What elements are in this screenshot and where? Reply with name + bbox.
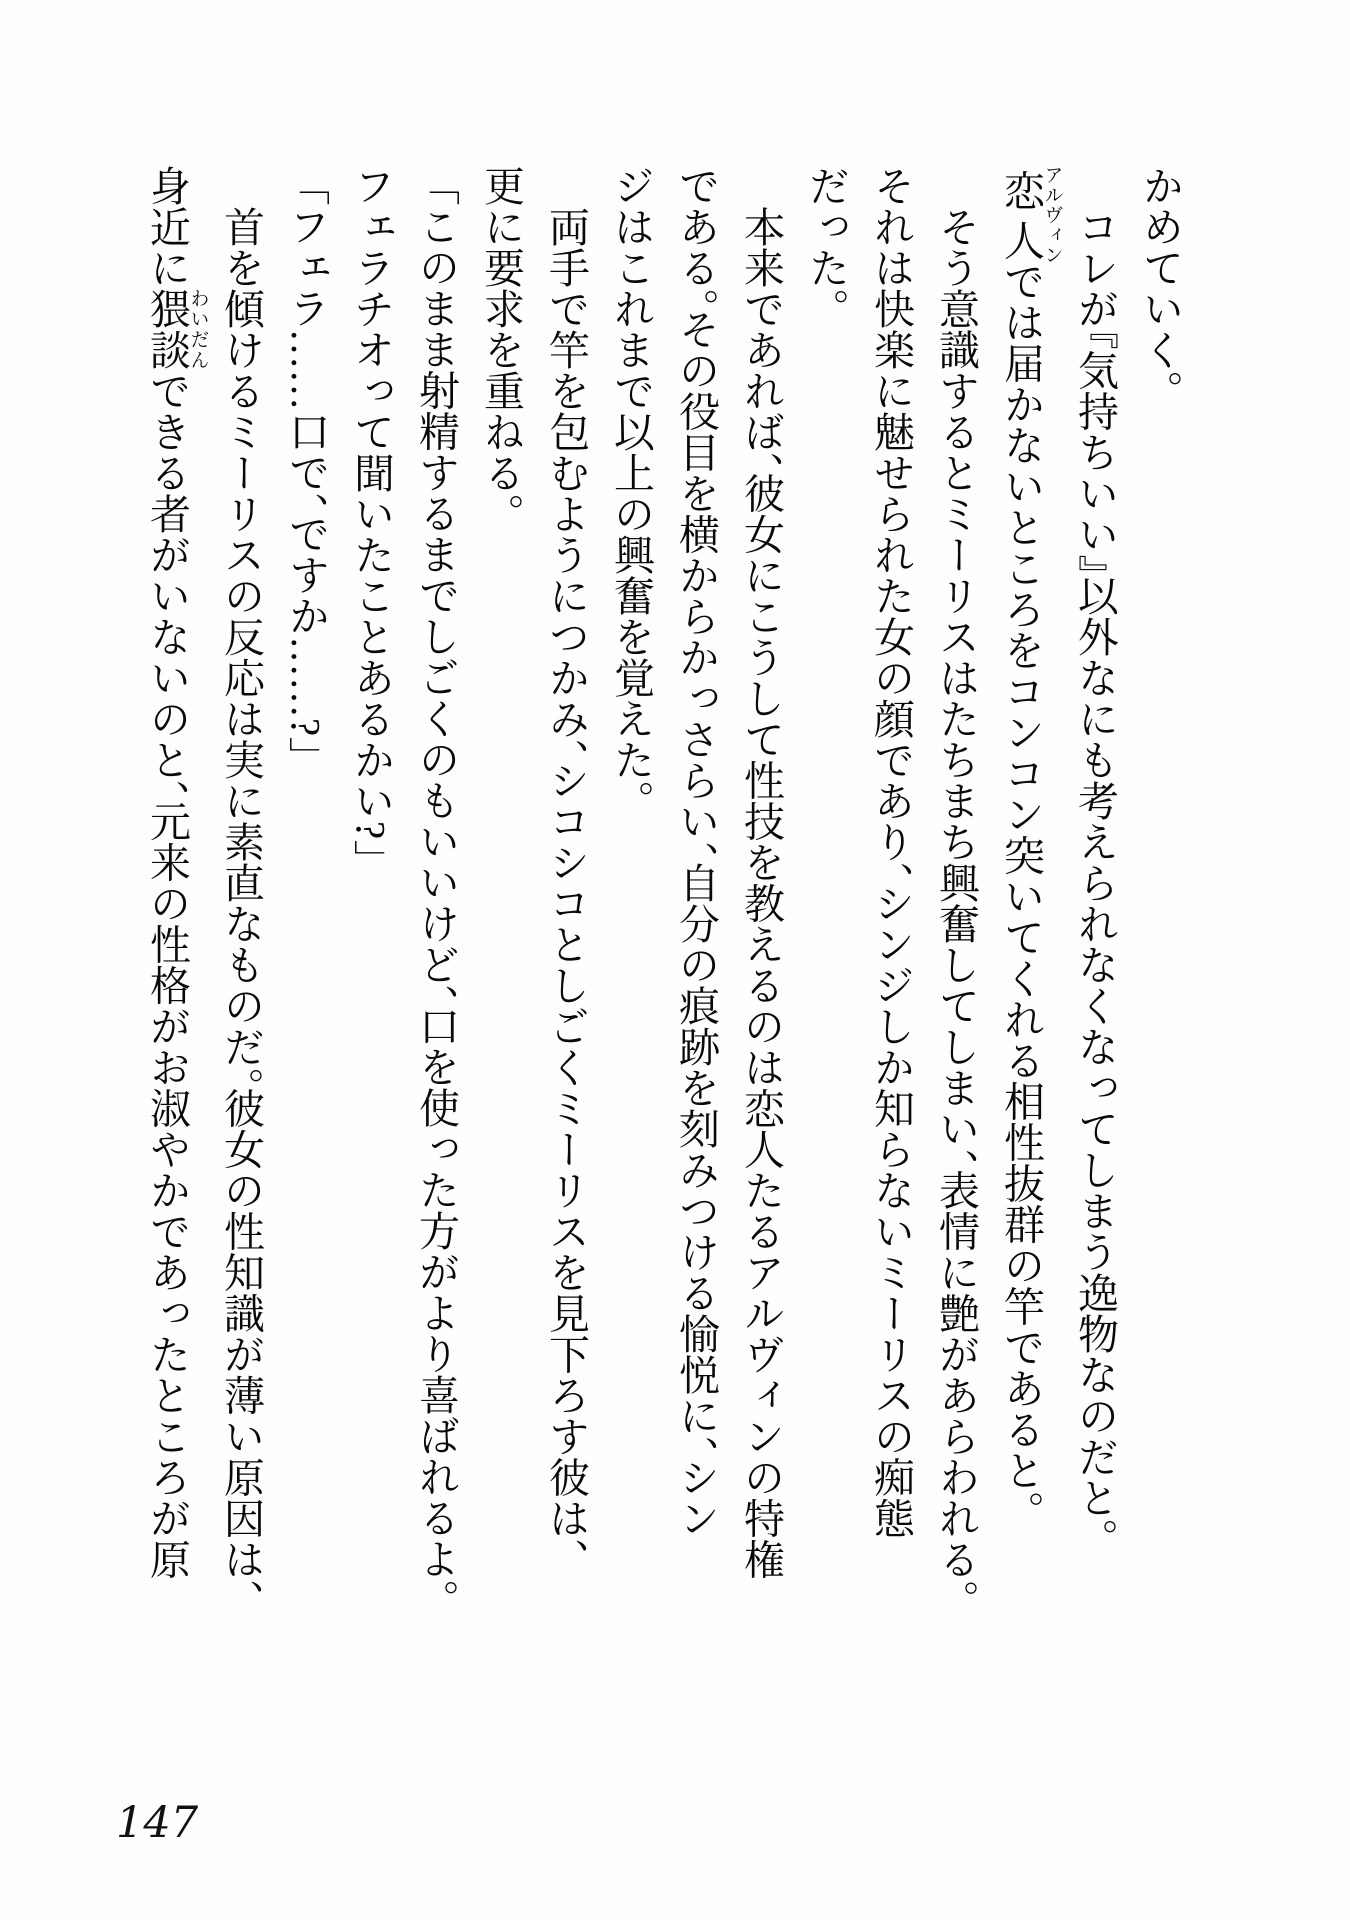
text-line: フェラチオって聞いたことあるかい?」 bbox=[348, 165, 394, 860]
page-number: 147 bbox=[116, 1798, 199, 1848]
text-line: そう意識するとミーリスはたちまち興奮してしまい、表情に艶があらわれる。 bbox=[933, 206, 979, 1600]
text-line: 両手で竿を包むようにつかみ、シコシコとしごくミーリスを見下ろす彼は、 bbox=[543, 206, 589, 1559]
text-line: 更に要求を重ねる。 bbox=[478, 165, 524, 514]
text-line: 恋人アルヴィンでは届かないところをコンコン突いてくれる相性抜群の竿であると。 bbox=[998, 165, 1063, 1511]
text-line: ジはこれまで以上の興奮を覚えた。 bbox=[608, 165, 654, 801]
ruby-annotated-word: 猥談わいだん bbox=[144, 288, 209, 370]
text-line: それは快楽に魅せられた女の顔であり、シンジしか知らないミーリスの痴態 bbox=[868, 165, 914, 1539]
text-line: だった。 bbox=[803, 165, 849, 309]
text-line: コレが『気持ちいい』以外なにも考えられなくなってしまう逸物なのだと。 bbox=[1072, 206, 1118, 1539]
text-line: 「フェラ……口で、ですか……?」 bbox=[283, 185, 329, 757]
text-line: である。その役目を横からかっさらい、自分の痕跡を刻みつける愉悦に、シン bbox=[673, 165, 719, 1539]
ruby-annotated-word: 恋人アルヴィン bbox=[998, 165, 1063, 265]
text-line: 本来であれば、彼女にこうして性技を教えるのは恋人たるアルヴィンの特権 bbox=[738, 206, 784, 1580]
text-line: かめていく。 bbox=[1137, 165, 1183, 391]
text-line: 首を傾けるミーリスの反応は実に素直なものだ。彼女の性知識が薄い原因は、 bbox=[218, 206, 264, 1600]
text-block bbox=[144, 165, 1192, 1725]
text-line: 「このまま射精するまでしごくのもいいけど、口を使った方がより喜ばれるよ。 bbox=[413, 185, 459, 1600]
text-line: 身近に猥談わいだんできる者がいないのと、元来の性格がお淑やかであったところが原 bbox=[144, 165, 209, 1580]
